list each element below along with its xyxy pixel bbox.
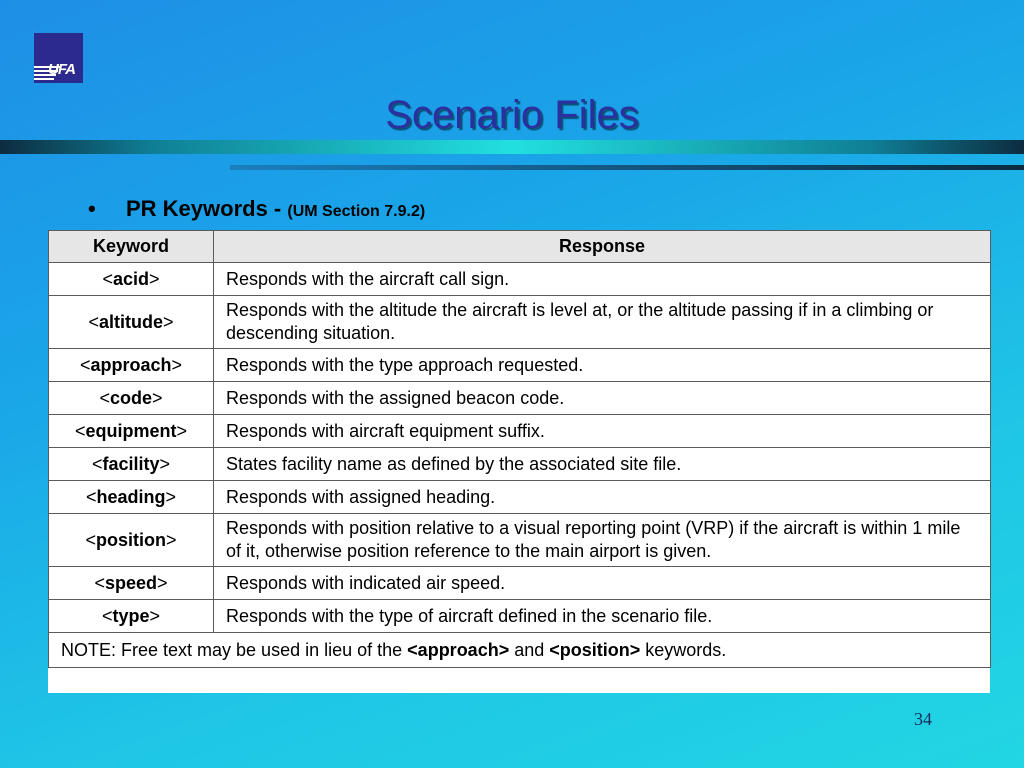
- table-row: [49, 415, 991, 448]
- keywords-table-container: [48, 230, 990, 693]
- table-row: [49, 382, 991, 415]
- bullet-sub-text: (UM Section 7.9.2): [287, 203, 426, 220]
- ufa-logo: [34, 33, 83, 83]
- keyword-cell: <code>: [49, 382, 214, 415]
- response-cell: Responds with the assigned beacon code.: [214, 382, 991, 415]
- table-row: [49, 263, 991, 296]
- note-row: [49, 633, 991, 668]
- keyword-cell: <altitude>: [49, 296, 214, 349]
- table-row: [49, 349, 991, 382]
- bullet-main-text: PR Keywords -: [126, 196, 288, 221]
- table-row: [49, 600, 991, 633]
- response-cell: Responds with aircraft equipment suffix.: [214, 415, 991, 448]
- keyword-cell: <type>: [49, 600, 214, 633]
- response-cell: Responds with assigned heading.: [214, 481, 991, 514]
- note-suffix: keywords.: [640, 639, 727, 660]
- logo-text: UFA: [48, 61, 75, 78]
- response-cell: States facility name as defined by the associated site file.: [214, 448, 991, 481]
- note-mid: and: [509, 639, 550, 660]
- bullet-icon: •: [88, 196, 96, 221]
- note-cell: [49, 633, 991, 668]
- header-response: Response: [214, 231, 991, 263]
- bullet-heading: [88, 196, 425, 222]
- response-cell: Responds with indicated air speed.: [214, 567, 991, 600]
- response-cell: Responds with the aircraft call sign.: [214, 263, 991, 296]
- table-header-row: [49, 231, 991, 263]
- response-cell: Responds with the type approach requested.: [214, 349, 991, 382]
- response-cell: Responds with the altitude the aircraft is level at, or the altitude passing if in a climbing or descending situation.: [214, 296, 991, 349]
- keyword-cell: <equipment>: [49, 415, 214, 448]
- keyword-cell: <position>: [49, 514, 214, 567]
- table-row: [49, 567, 991, 600]
- note-keyword-position: <position>: [549, 639, 641, 660]
- keyword-cell: <speed>: [49, 567, 214, 600]
- note-keyword-approach: <approach>: [407, 639, 510, 660]
- keyword-cell: <acid>: [49, 263, 214, 296]
- page-number: 34: [914, 709, 932, 729]
- keywords-table: [48, 230, 991, 668]
- table-row: [49, 481, 991, 514]
- note-prefix: NOTE: Free text may be used in lieu of the: [61, 639, 408, 660]
- keyword-cell: <facility>: [49, 448, 214, 481]
- title-underline-bar: [230, 165, 1024, 170]
- response-cell: Responds with the type of aircraft defined in the scenario file.: [214, 600, 991, 633]
- response-cell: Responds with position relative to a visual reporting point (VRP) if the aircraft is within 1 mile of it, otherwise position reference to the main airport is given.: [214, 514, 991, 567]
- header-keyword: Keyword: [49, 231, 214, 263]
- table-row: [49, 514, 991, 567]
- keyword-cell: <heading>: [49, 481, 214, 514]
- table-row: [49, 448, 991, 481]
- slide-title: Scenario Files: [385, 93, 639, 137]
- keyword-cell: <approach>: [49, 349, 214, 382]
- table-row: [49, 296, 991, 349]
- title-divider-bar: [0, 140, 1024, 154]
